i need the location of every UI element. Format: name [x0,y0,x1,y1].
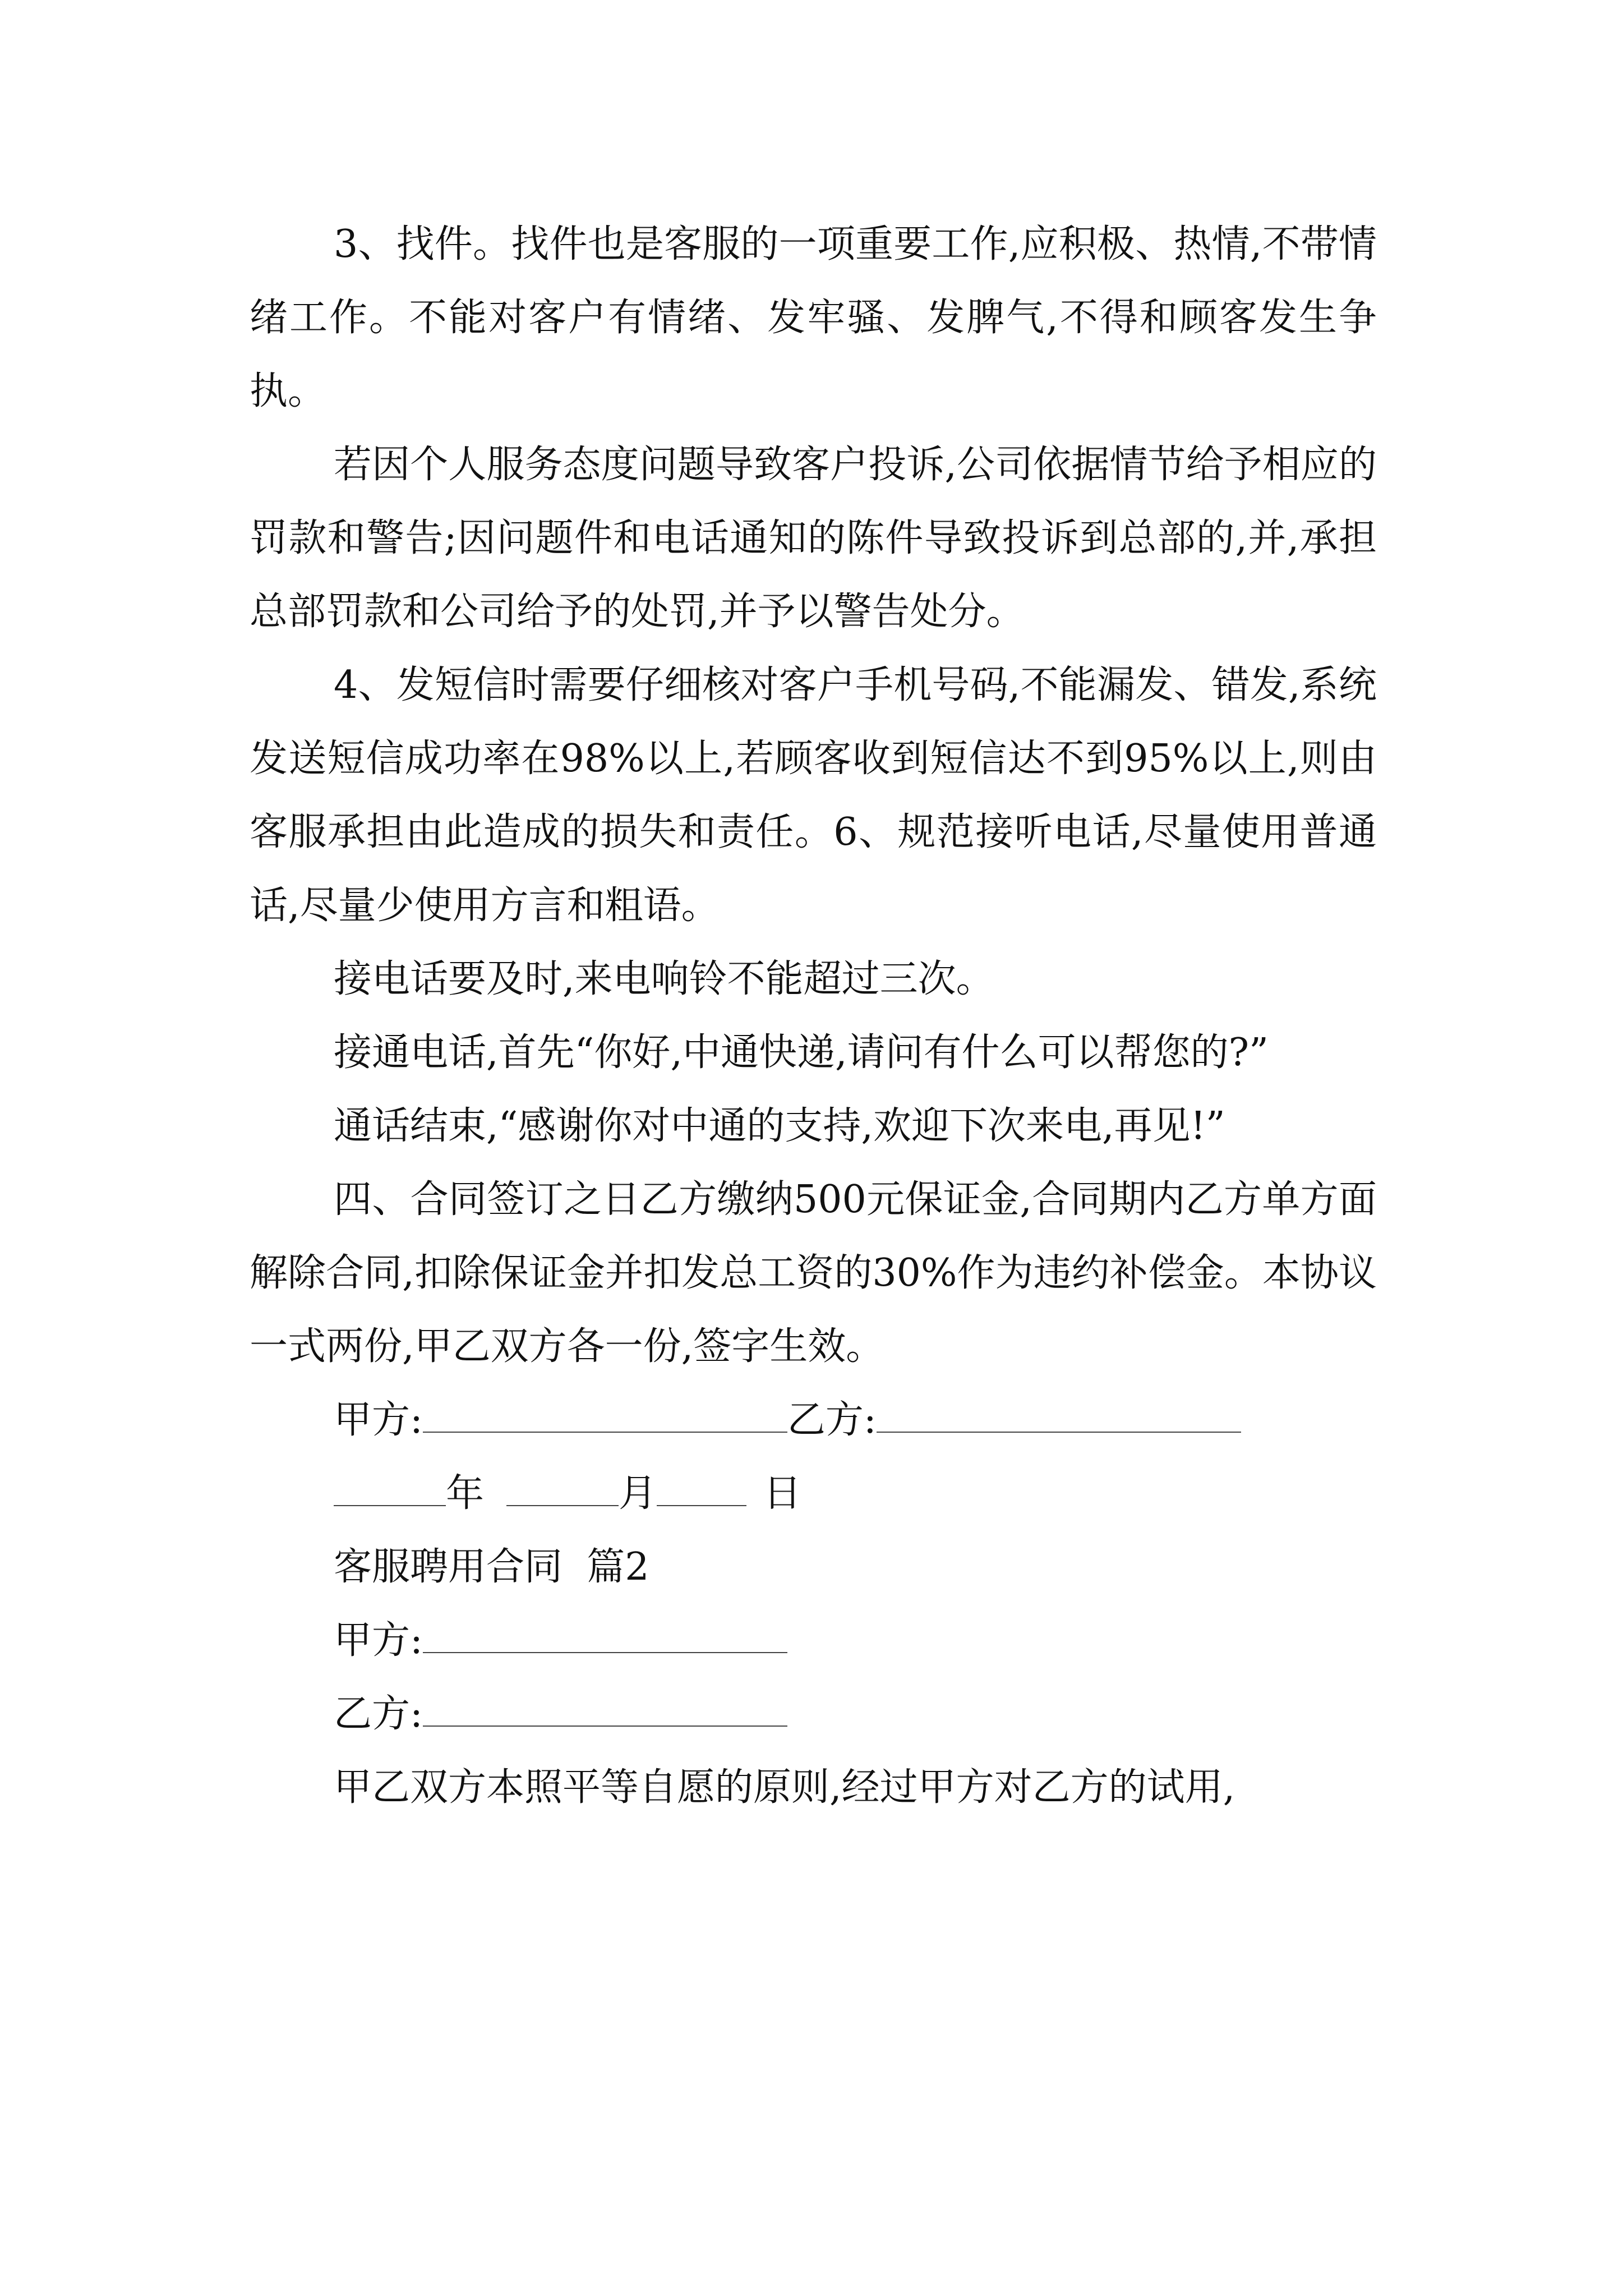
closing-paragraph: 甲乙双方本照平等自愿的原则,经过甲方对乙方的试用, [334,1765,1235,1810]
day-label: 日 [763,1471,802,1516]
paragraph: 四、合同签订之日乙方缴纳500元保证金,合同期内乙方单方面解除合同,扣除保证金并扣发总工资的30%作为违约补偿金。本协议一式两份,甲乙双方各一份,签字生效。 [250,1177,1377,1369]
year-blank [334,1466,446,1506]
year-label: 年 [446,1471,485,1516]
month-label: 月 [619,1471,657,1516]
party-a-label: 甲方: [334,1618,423,1663]
party-b-label: 乙方: [334,1692,423,1736]
day-blank [657,1466,746,1506]
party-b-signature-blank [877,1392,1241,1433]
paragraph: 接电话要及时,来电响铃不能超过三次。 [334,957,994,1001]
party-b-line [250,1677,1377,1751]
section-heading: 客服聘用合同 篇2 [334,1545,649,1589]
month-blank [506,1466,619,1506]
signature-line [250,1383,1377,1457]
paragraph: 若因个人服务态度问题导致客户投诉,公司依据情节给予相应的罚款和警告;因问题件和电话通知的陈件导致投诉到总部的,并,承担总部罚款和公司给予的处罚,并予以警告处分。 [250,443,1377,634]
party-b-blank [423,1686,787,1727]
paragraph: 通话结束,“感谢你对中通的支持,欢迎下次来电,再见!” [334,1104,1225,1148]
paragraph: 接通电话,首先“你好,中通快递,请问有什么可以帮您的?” [334,1030,1269,1075]
paragraph: 3、找件。找件也是客服的一项重要工作,应积极、热情,不带情绪工作。不能对客户有情绪、发牢骚、发脾气,不得和顾客发生争执。 [250,222,1377,413]
party-a-blank [423,1613,787,1653]
document-body [250,208,1377,1824]
party-a-line [250,1604,1377,1677]
date-line [250,1457,1377,1530]
party-a-label: 甲方: [334,1398,423,1442]
party-a-signature-blank [423,1392,787,1433]
paragraph: 4、发短信时需要仔细核对客户手机号码,不能漏发、错发,系统发送短信成功率在98%以上,若顾客收到短信达不到95%以上,则由客服承担由此造成的损失和责任。6、规范接听电话,尽量使用普通话,尽量少使用方言和粗语。 [250,663,1377,928]
party-b-label: 乙方: [787,1398,877,1442]
